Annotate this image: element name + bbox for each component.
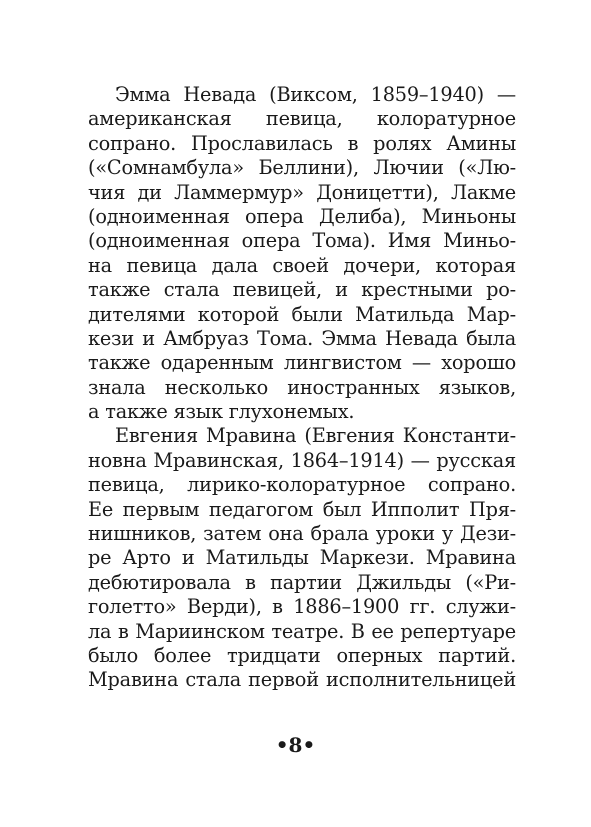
text-line: Ее первым педагогом был Ипполит Пря- bbox=[88, 497, 516, 521]
text-line: дебютировала в партии Джильды («Ри- bbox=[88, 570, 516, 594]
text-line: а также язык глухонемых. bbox=[88, 400, 355, 424]
body-text bbox=[88, 83, 516, 693]
text-line: кези и Амбруаз Тома. Эмма Невада была bbox=[88, 326, 516, 350]
text-line: нишников, затем она брала уроки у Дези- bbox=[88, 522, 516, 546]
paragraph-nevada bbox=[88, 83, 516, 424]
text-line: Евгения Мравина (Евгения Константи- bbox=[115, 424, 516, 448]
text-line: новна Мравинская, 1864–1914) — русская bbox=[88, 448, 516, 472]
text-line: Мравина стала первой исполнительницей bbox=[88, 668, 516, 692]
text-line: было более тридцати оперных партий. bbox=[88, 643, 516, 667]
text-line: (одноименная опера Тома). Имя Миньо- bbox=[88, 229, 516, 253]
text-line: также одаренным лингвистом — хорошо bbox=[88, 351, 516, 375]
text-line: ре Арто и Матильды Маркези. Мравина bbox=[88, 546, 516, 570]
text-line: («Сомнамбула» Беллини), Лючии («Лю- bbox=[88, 156, 516, 180]
text-line: дителями которой были Матильда Мар- bbox=[88, 302, 516, 326]
text-line: певица, лирико-колоратурное сопрано. bbox=[88, 473, 516, 497]
paragraph-mravina bbox=[88, 424, 516, 692]
text-line: чия ди Ламмермур» Доницетти), Лакме bbox=[88, 180, 516, 204]
text-line: (одноименная опера Делиба), Миньоны bbox=[88, 204, 516, 228]
text-line: знала несколько иностранных языков, bbox=[88, 375, 516, 399]
text-line: американская певица, колоратурное bbox=[88, 107, 516, 131]
page-number: •8• bbox=[275, 733, 316, 757]
text-line: Эмма Невада (Виксом, 1859–1940) — bbox=[115, 83, 516, 106]
text-line: на певица дала своей дочери, которая bbox=[88, 253, 516, 277]
text-line: сопрано. Прославилась в ролях Амины bbox=[88, 131, 516, 155]
text-line: также стала певицей, и крестными ро- bbox=[88, 278, 516, 302]
text-line: ла в Мариинском театре. В ее репертуаре bbox=[88, 619, 516, 643]
text-line: голетто» Верди), в 1886–1900 гг. служи- bbox=[88, 595, 516, 619]
